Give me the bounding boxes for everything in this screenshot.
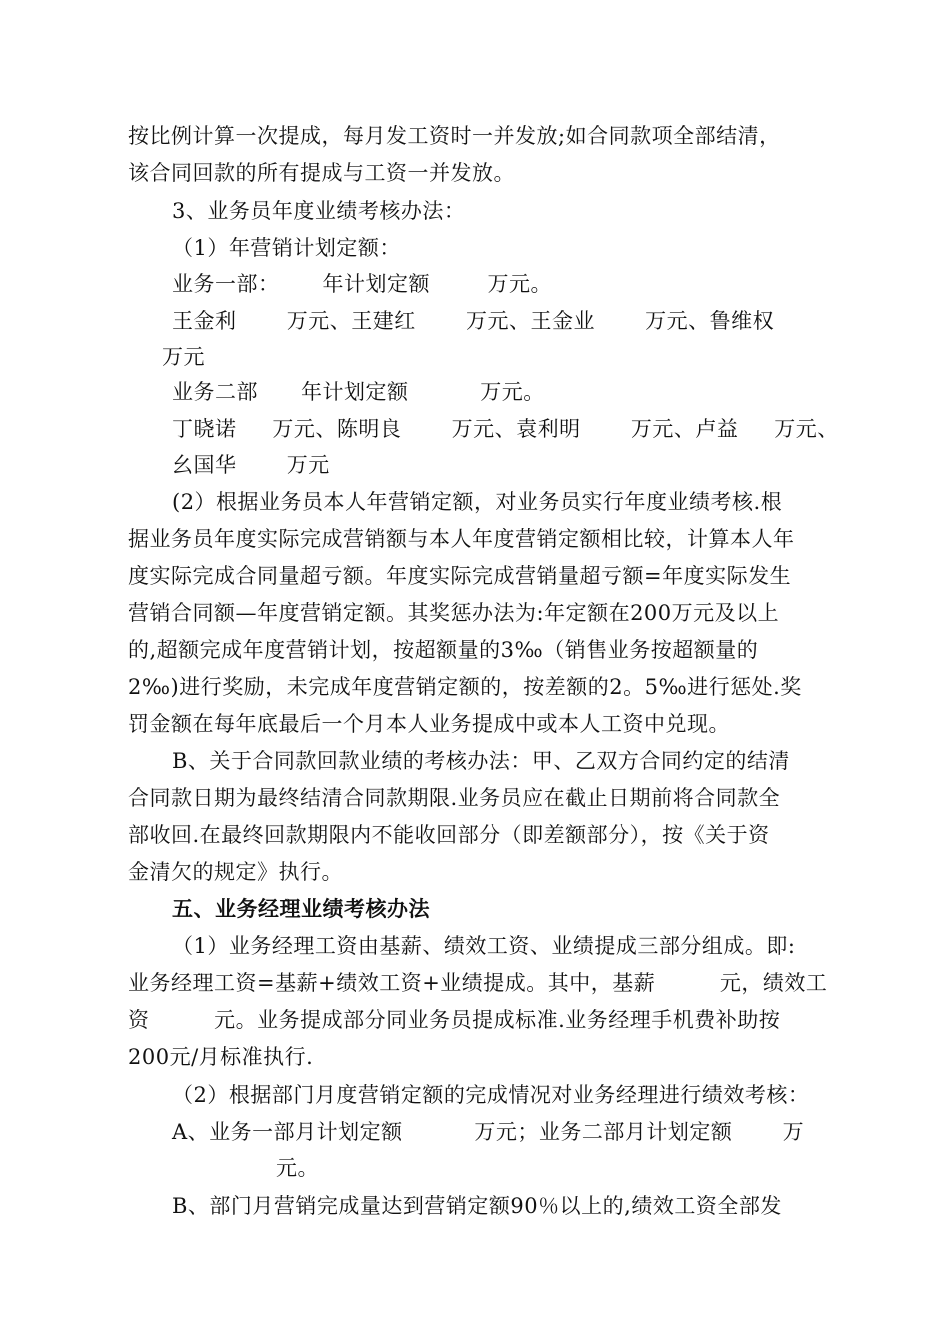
text-line: 业务二部 年计划定额 万元。	[172, 380, 545, 404]
text-line: 营销合同额—年度营销定额。其奖惩办法为:年定额在200万元及以上	[128, 601, 780, 625]
text-line: 3、业务员年度业绩考核办法：	[172, 199, 466, 223]
text-line: 2‰)进行奖励，未完成年度营销定额的，按差额的2。5‰进行惩处.奖	[128, 675, 802, 699]
text-line: 合同款日期为最终结清合同款期限.业务员应在截止日期前将合同款全	[128, 786, 781, 810]
text-line: 丁晓诺 万元、陈明良 万元、袁利明 万元、卢益 万元、	[172, 417, 839, 441]
text-line: 度实际完成合同量超亏额。年度实际完成营销量超亏额=年度实际发生	[128, 564, 792, 588]
text-line: （1）业务经理工资由基薪、绩效工资、业绩提成三部分组成。即:	[172, 934, 796, 958]
text-line: 该合同回款的所有提成与工资一并发放。	[128, 161, 515, 185]
text-line: 业务经理工资=基薪+绩效工资+业绩提成。其中，基薪 元，绩效工	[128, 971, 828, 995]
text-line: 万元	[162, 345, 205, 369]
text-line: 的,超额完成年度营销计划，按超额量的3‰（销售业务按超额量的	[128, 638, 759, 662]
text-line: 按比例计算一次提成，每月发工资时一并发放;如合同款项全部结清，	[128, 124, 781, 148]
text-line: 幺国华 万元	[172, 453, 330, 477]
text-line: 部收回.在最终回款期限内不能收回部分（即差额部分），按《关于资	[128, 823, 770, 847]
text-line: （2）根据部门月度营销定额的完成情况对业务经理进行绩效考核：	[172, 1083, 810, 1107]
text-line: B、部门月营销完成量达到营销定额90％以上的,绩效工资全部发	[172, 1194, 782, 1218]
text-line: 据业务员年度实际完成营销额与本人年度营销定额相比较，计算本人年	[128, 527, 795, 551]
text-line: 元。	[276, 1156, 319, 1180]
text-line: 罚金额在每年底最后一个月本人业务提成中或本人工资中兑现。	[128, 712, 730, 736]
text-line: 资 元。业务提成部分同业务员提成标准.业务经理手机费补助按	[128, 1008, 781, 1032]
text-line: A、业务一部月计划定额 万元；业务二部月计划定额 万	[172, 1120, 805, 1144]
text-line: 王金利 万元、王建红 万元、王金业 万元、鲁维权	[172, 309, 775, 333]
text-line: (2）根据业务员本人年营销定额，对业务员实行年度业绩考核.根	[172, 490, 783, 514]
section-heading: 五、业务经理业绩考核办法	[172, 896, 430, 921]
text-line: 业务一部： 年计划定额 万元。	[172, 272, 552, 296]
text-line: 200元/月标准执行.	[128, 1045, 314, 1069]
text-line: B、关于合同款回款业绩的考核办法：甲、乙双方合同约定的结清	[172, 749, 790, 773]
text-line: （1）年营销计划定额：	[172, 236, 401, 260]
text-line: 金清欠的规定》执行。	[128, 860, 343, 884]
